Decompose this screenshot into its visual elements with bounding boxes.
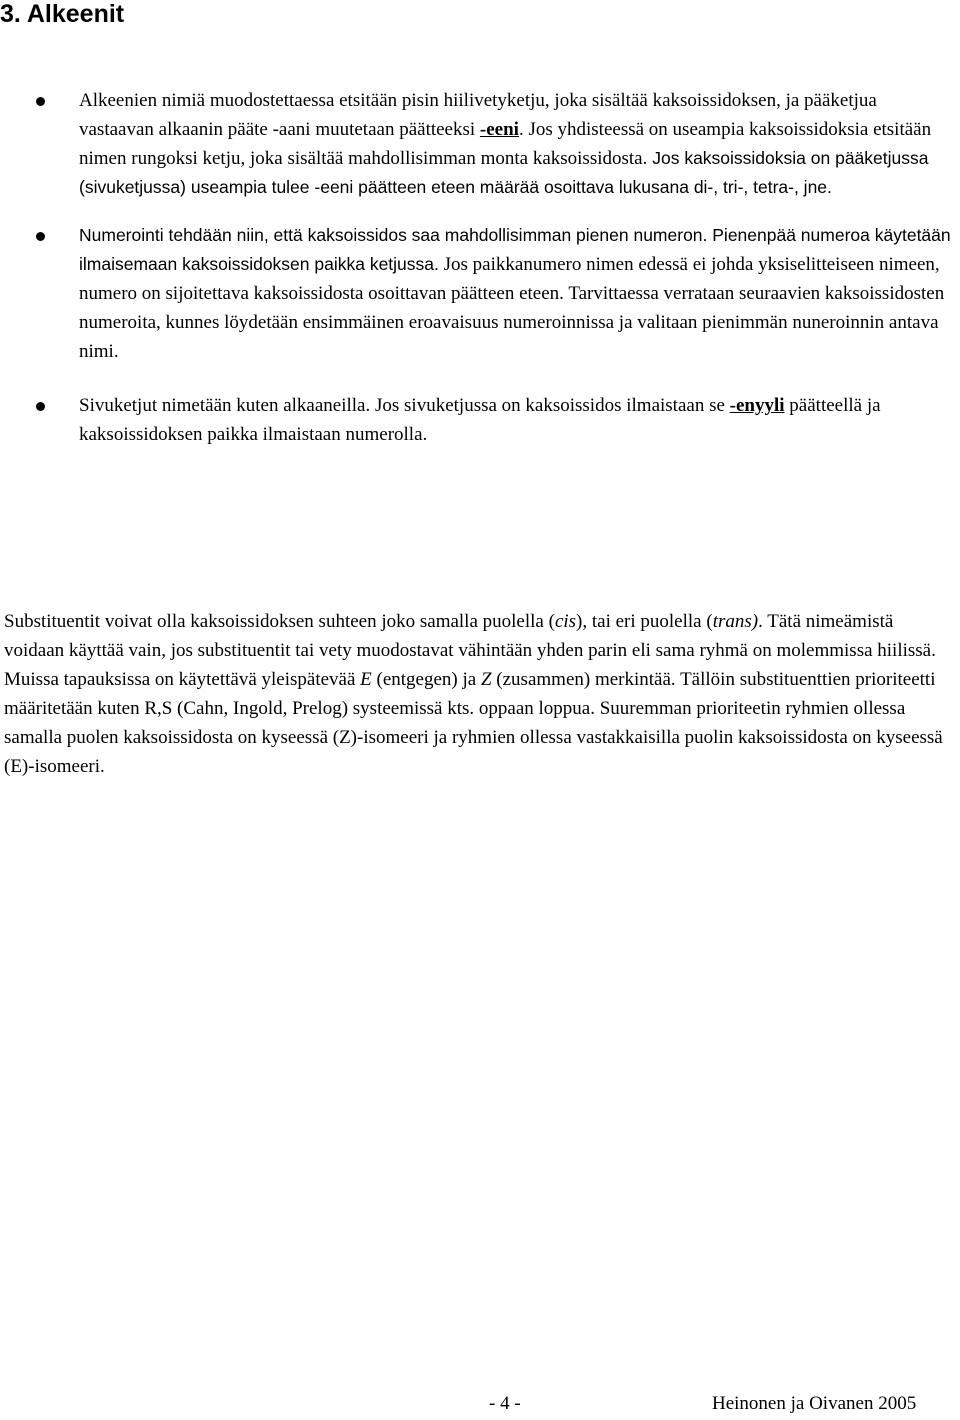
- suffix-enyyli: -enyyli: [729, 395, 785, 416]
- footer-authors: Heinonen ja Oivanen 2005: [712, 1393, 917, 1414]
- bullet-2-sentence-1: Numerointi tehdään niin, että kaksoissidos saa mahdollisimman pienen numeron. Pienenpää numeroa käytetään ilmaisemaan kaksoissidoksen paikka ketjussa.: [79, 225, 951, 274]
- bullet-icon: [36, 402, 45, 411]
- bullet-3-sentence-2: päätteellä ja kaksoissidoksen paikka ilmaistaan numerolla.: [79, 395, 881, 445]
- bullet-2-text: [79, 225, 951, 362]
- section-title: 3. Alkeenit: [0, 0, 125, 28]
- list-item: [0, 86, 955, 202]
- paragraph-part-4: (entgegen) ja: [371, 669, 481, 690]
- bullet-2-sentence-2: Jos paikkanumero nimen edessä ei johda yksiselitteiseen nimeen, numero on sijoitettava kaksoissidosta osoittavan päätteen eteen.: [79, 254, 940, 304]
- bullet-1-sentence-2: . Jos yhdisteessä on useampia kaksoissidoksia etsitään nimen rungoksi ketju, joka sisältää mahdollisimman monta kaksoissidosta.: [79, 119, 932, 169]
- z-letter: Z: [480, 669, 492, 690]
- list-item: [0, 221, 955, 366]
- bullet-1-sentence-1: Alkeenien nimiä muodostettaessa etsitään pisin hiilivetyketju, joka sisältää kaksoissidoksen, ja pääketjua vastaavan alkaanin pääte -aani muutetaan päätteeksi: [79, 90, 877, 140]
- bullet-1-sentence-3: Jos kaksoissidoksia on pääketjussa (sivuketjussa) useampia tulee -eeni päätteen eteen määrää osoittava lukusana di-, tri-, tetra-, jne.: [79, 148, 929, 197]
- page-number: - 4 -: [489, 1393, 521, 1414]
- trans-term: trans): [712, 611, 759, 632]
- bullet-icon: [36, 232, 45, 241]
- paragraph-part-5: (zusammen) merkintää. Tällöin substituenttien prioriteetti määritetään kuten R,S (Cahn, Ingold, Prelog) systeemissä kts. oppaan loppua. Suuremman prioriteetin ryhmien ollessa samalla puolen kaksoissidosta on kyseessä (Z)-isomeeri ja ryhmien ollessa vastakkaisilla puolin kaksoissidosta on kyseessä (E)-isomeeri.: [4, 669, 943, 777]
- bullet-icon: [36, 97, 45, 106]
- substituent-paragraph: [4, 607, 958, 781]
- paragraph-part-2: ), tai eri puolella (: [576, 611, 713, 632]
- bullet-3-text: [79, 395, 881, 445]
- cis-term: cis: [554, 611, 577, 632]
- e-letter: E: [360, 669, 372, 690]
- list-item: [0, 391, 955, 449]
- bullet-3-sentence-1: Sivuketjut nimetään kuten alkaaneilla. Jos sivuketjussa on kaksoissidos ilmaistaan se: [79, 395, 730, 416]
- suffix-eeni: -eeni: [479, 119, 519, 140]
- paragraph-part-3: . Tätä nimeämistä voidaan käyttää vain, jos substituentit tai vety muodostavat vähintään yhden parin eli sama ryhmä on molemmissa hiilissä. Muissa tapauksissa on käytettävä yleispätevää: [4, 611, 936, 690]
- rules-list: [0, 86, 960, 449]
- paragraph-part-1: Substituentit voivat olla kaksoissidoksen suhteen joko samalla puolella (: [4, 611, 555, 632]
- bullet-2-sentence-3: Tarvittaessa verrataan seuraavien kaksoissidosten numeroita, kunnes löydetään ensimmäinen eroavaisuus numeroinnissa ja valitaan pienimmän nuneroinnin antava nimi.: [79, 283, 945, 362]
- bullet-1-text: [79, 90, 931, 198]
